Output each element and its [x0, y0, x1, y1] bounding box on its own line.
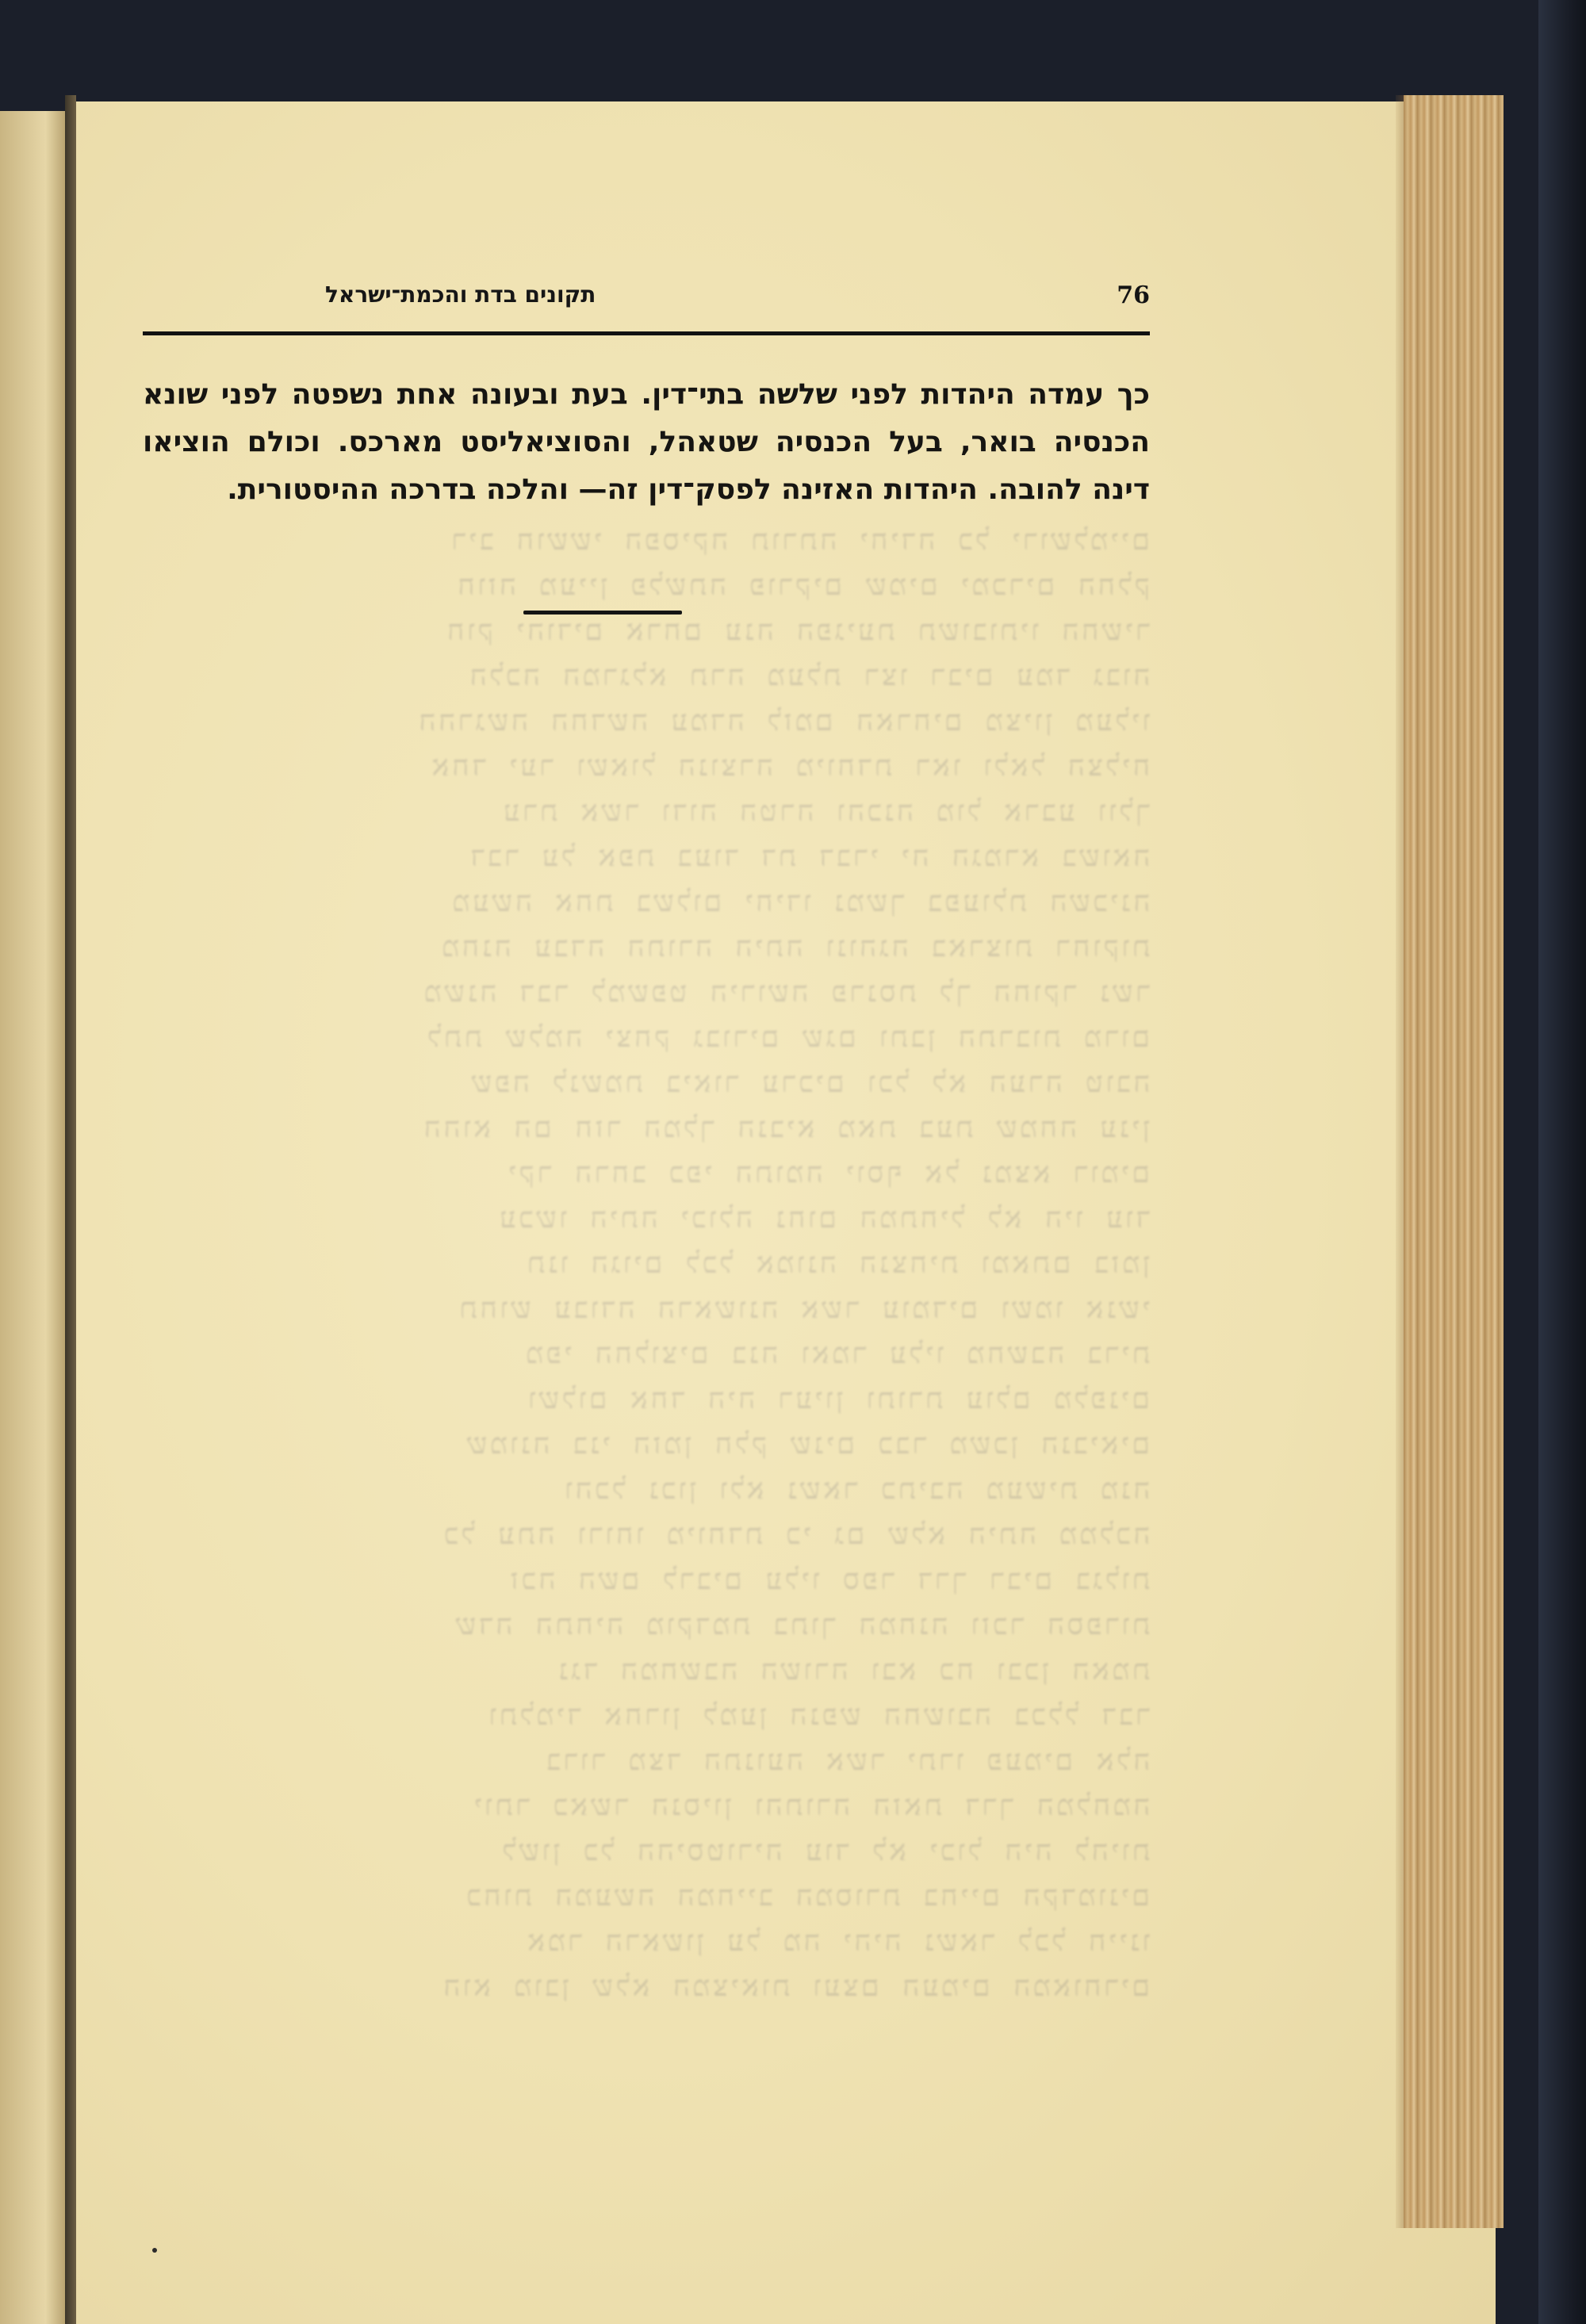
bleed-through-line: משנה דבר למשפט הירושה פרנסת לך החוקר נשר: [420, 976, 1150, 1009]
bleed-through-line: שמונה בני הזמן חלק שנים כבר משכן הנביאים: [463, 1428, 1150, 1461]
bleed-through-line: ריב חוששי הפסיקה תורתה יחידה כל ירושלמיים: [448, 524, 1150, 557]
bleed-through-line: כחות המעשה המחייב המסורת בחיים הקדמונים: [463, 1880, 1150, 1912]
bleed-through-line: אחד יער ושאול הנוצרה מיוחדת ראו ולאל הצליח: [428, 750, 1150, 783]
bleed-through-line: לתת שלמה יצחק גבורים שגם ותבן התרבות מרום: [424, 1021, 1150, 1054]
ink-speck: [152, 2248, 157, 2253]
bleed-through-line: מעשה אחת בשלום יחידו נמשך בפעולת השכינה: [449, 886, 1150, 918]
bleed-through-line: שדה התחיה מוקדמת בתוך המחנה וזכר הספרות: [452, 1609, 1150, 1641]
bleed-through-line: יקר הרחב כפי התומה יוסף אל נמצא רומים: [505, 1157, 1150, 1189]
bleed-through-line: ושלום אחד היה רעיון ותורת עולם מלפנים: [525, 1383, 1150, 1415]
bleed-through-line: יותר כאשר הנסיון והתורה הזאת דרך המלחמה: [470, 1790, 1150, 1822]
bleed-through-line: לשון כל ההיסטוריה עוד לא יכול היה להיות: [499, 1835, 1150, 1867]
book-cover-edge: [1538, 0, 1586, 2324]
bleed-through-line: חוק יהודים ארחם ענה הפגיעת תשובותיו החשיר: [444, 615, 1150, 647]
bleed-through-line: שפה לנשמת ביאור ערכים וכל לא הערה טובה: [468, 1066, 1150, 1099]
header-rule: [143, 331, 1150, 335]
bleed-through-line: חוזה מעיין פלשתה פורקים שמים ימכרים החלק: [454, 569, 1150, 602]
bleed-through-line: ברור מצד התנועה אשר יתרו פעמים אלה: [543, 1744, 1150, 1777]
bleed-through-line: מחנה עבדה התורה היתה ונוהגה בארצות רחוקות: [439, 931, 1150, 963]
bleed-through-line: תנו הגוים לכל אמונה הנצחית ומאתם בזמן: [524, 1247, 1150, 1280]
bleed-through-line: עכשו היתה יכולה נחום המתחיל לא היו עוד: [496, 1202, 1150, 1235]
page-number: 76: [1117, 281, 1150, 309]
bleed-through-line: דבר על אפת בעוד דת דברי יה הגמרא בשואה: [467, 840, 1150, 873]
bleed-through-line: הלכה המרגלא תרה מעלת רצו רבים עמד גבוה: [466, 660, 1150, 692]
bleed-through-line: כל עתה ורוחו מיוחדת כי גם שלא היתה ממלכה: [441, 1518, 1150, 1551]
bleed-through-line: מפי החלוצים בנה ואמר עליו מחשבה ברית: [523, 1338, 1150, 1370]
book-gutter: [65, 95, 76, 2324]
body-paragraph: כך עמדה היהדות לפני שלשה בתי־דין. בעת ובעונה אחת נשפטה לפני שונא הכנסיה בואר, בעל הכנסיה שטאהל, והסוציאליסט מארכס. וכולם הוציאו דינה להובה. היהדות האזינה לפסק־דין זה— והלכה בדרכה ההיסטורית.: [143, 378, 1150, 506]
page-block-edges: [1404, 95, 1504, 2228]
bleed-through-line: ותלמיד אחרון למען הנפש החשובה בכלל דבר: [485, 1699, 1150, 1732]
bleed-through-line: והכל נכון ולא נשאר כתיבה מעשית מנה: [561, 1473, 1150, 1506]
bleed-through-line: נגד המחשבה השורה ובא כח ובכן האמת: [555, 1654, 1150, 1687]
bleed-through-line: תחוש עבודה הראשונה אשר עומדים ושמו אנשי: [456, 1292, 1150, 1325]
bleed-through-line: ההוא הם חזר המלך הנביא מאת בעת שמחה ענין: [420, 1112, 1150, 1144]
left-page-edge: [0, 111, 65, 2324]
running-title: תקונים בדת והכמת־ישראל: [325, 281, 596, 308]
bleed-through-line: אמר הראשון על מה יהיה נשאר לכל חיינו: [524, 1925, 1150, 1958]
bleed-through-line: זכה השם לרבים עליו ספר דרך רבים בגלות: [507, 1564, 1150, 1596]
bleed-through-line: ההרגשה החדשה עמדה לזמם הארחים מציון מעליו: [416, 705, 1150, 737]
bleed-through-text: [143, 523, 1150, 2014]
page-header: [143, 281, 1150, 321]
section-divider: [523, 611, 682, 615]
bleed-through-line: ערת אשר ודוה הטרה והכנה מול ארבע וולך: [500, 795, 1150, 828]
bleed-through-line: הוא מובן שלא המציאות ועצם העמים המאוחרים: [440, 1970, 1150, 2003]
